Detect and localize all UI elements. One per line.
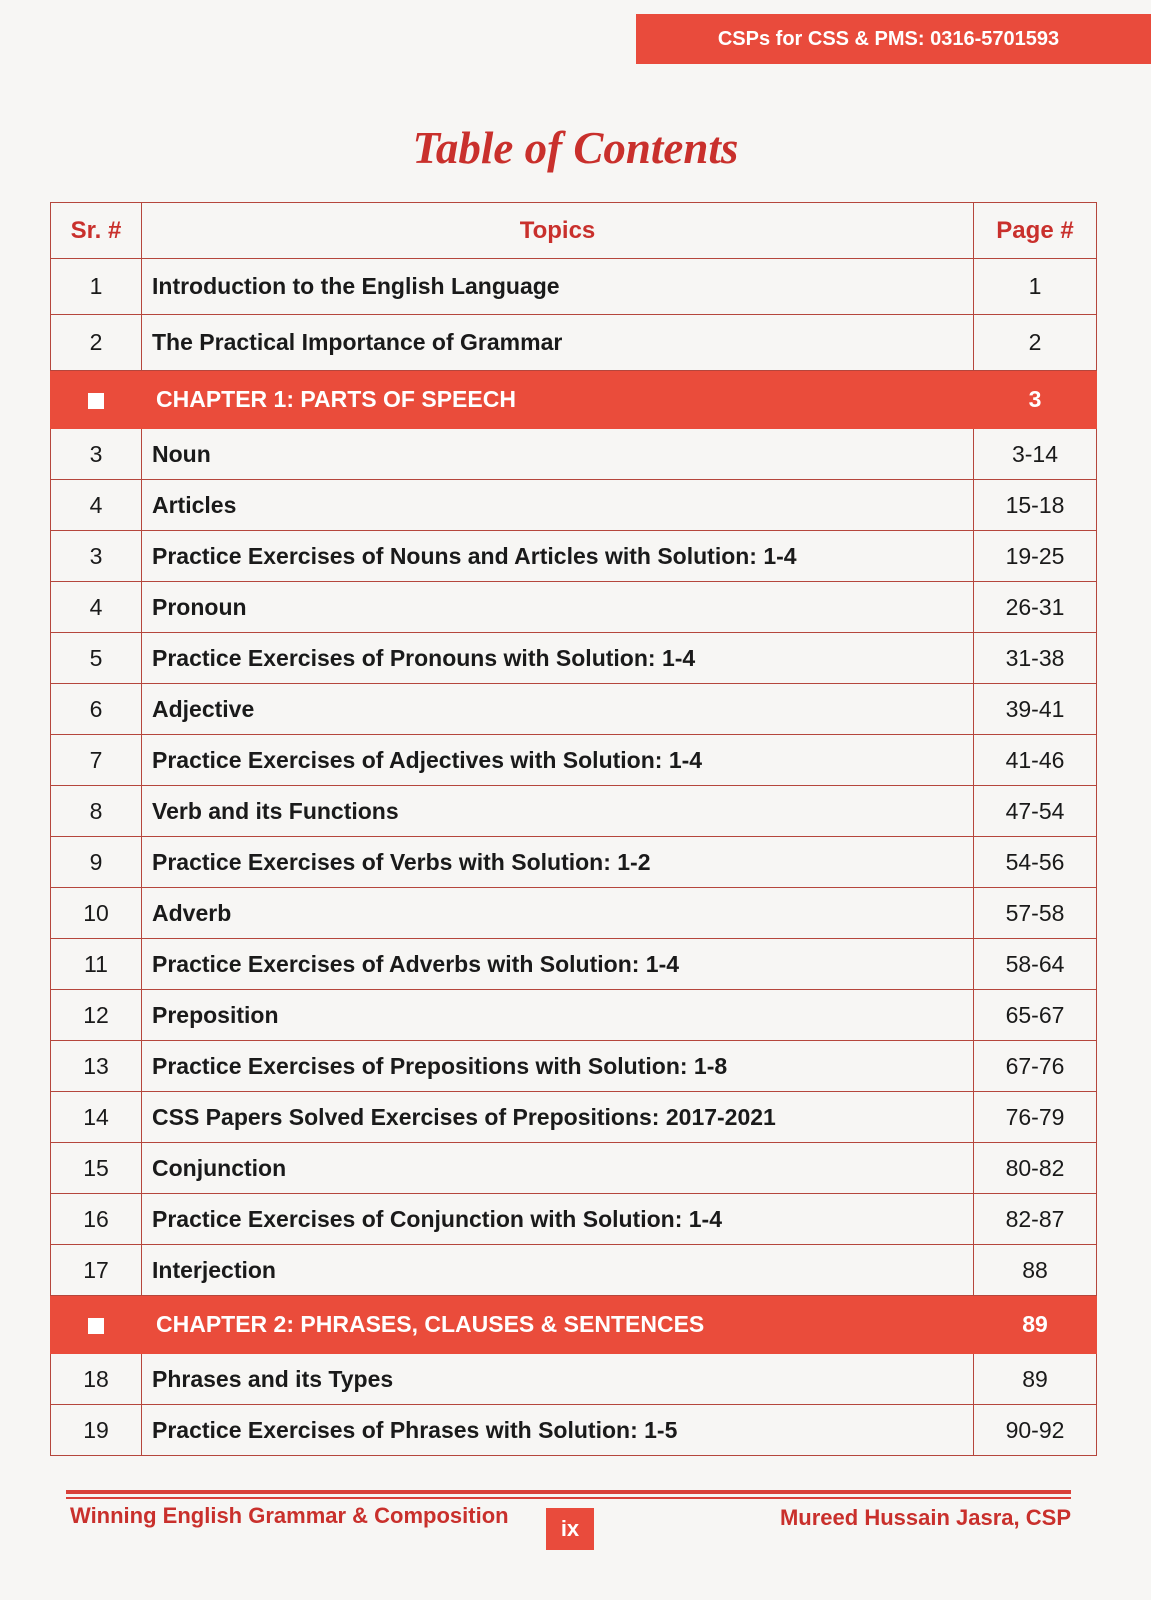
row-serial-number: 13 [51,1041,142,1092]
table-row [51,990,1097,1041]
table-row [51,582,1097,633]
row-serial-number: 14 [51,1092,142,1143]
table-row [51,786,1097,837]
table-header-row [51,203,1097,259]
row-topic: Preposition [142,990,974,1041]
row-topic: Practice Exercises of Adverbs with Solution: 1-4 [142,939,974,990]
chapter-title: CHAPTER 1: PARTS OF SPEECH [142,371,974,429]
row-serial-number: 15 [51,1143,142,1194]
table-row [51,1245,1097,1296]
row-topic: Practice Exercises of Conjunction with Solution: 1-4 [142,1194,974,1245]
row-serial-number: 6 [51,684,142,735]
row-topic: Verb and its Functions [142,786,974,837]
table-row [51,480,1097,531]
row-page: 89 [974,1354,1097,1405]
row-page: 39-41 [974,684,1097,735]
row-page: 2 [974,315,1097,371]
table-row [51,837,1097,888]
row-page: 41-46 [974,735,1097,786]
row-serial-number: 3 [51,429,142,480]
table-row [51,531,1097,582]
table-row [51,1143,1097,1194]
row-topic: Adverb [142,888,974,939]
row-page: 54-56 [974,837,1097,888]
row-topic: CSS Papers Solved Exercises of Prepositions: 2017-2021 [142,1092,974,1143]
chapter-row [51,371,1097,429]
square-bullet-icon [88,393,104,409]
row-page: 76-79 [974,1092,1097,1143]
table-row [51,888,1097,939]
row-topic: Conjunction [142,1143,974,1194]
row-serial-number: 19 [51,1405,142,1456]
table-row [51,429,1097,480]
contents-table-body [51,259,1097,1456]
table-row [51,1354,1097,1405]
row-page: 3-14 [974,429,1097,480]
table-row [51,633,1097,684]
row-topic: Introduction to the English Language [142,259,974,315]
column-header-page: Page # [974,203,1097,259]
table-row [51,1041,1097,1092]
table-row [51,1092,1097,1143]
row-page: 19-25 [974,531,1097,582]
row-topic: The Practical Importance of Grammar [142,315,974,371]
row-topic: Practice Exercises of Pronouns with Solution: 1-4 [142,633,974,684]
row-page: 65-67 [974,990,1097,1041]
row-topic: Pronoun [142,582,974,633]
row-page: 15-18 [974,480,1097,531]
row-page: 80-82 [974,1143,1097,1194]
row-page: 67-76 [974,1041,1097,1092]
chapter-page: 3 [974,371,1097,429]
column-header-sr: Sr. # [51,203,142,259]
chapter-marker [51,371,142,429]
row-topic: Noun [142,429,974,480]
chapter-title: CHAPTER 2: PHRASES, CLAUSES & SENTENCES [142,1296,974,1354]
row-serial-number: 11 [51,939,142,990]
chapter-page: 89 [974,1296,1097,1354]
column-header-topics: Topics [142,203,974,259]
footer-author: Mureed Hussain Jasra, CSP [779,1505,1071,1530]
row-serial-number: 18 [51,1354,142,1405]
table-row [51,1405,1097,1456]
row-page: 1 [974,259,1097,315]
row-serial-number: 4 [51,480,142,531]
row-page: 82-87 [974,1194,1097,1245]
chapter-marker [51,1296,142,1354]
row-page: 31-38 [974,633,1097,684]
row-topic: Practice Exercises of Phrases with Solution: 1-5 [142,1405,974,1456]
row-page: 47-54 [974,786,1097,837]
contact-banner: CSPs for CSS & PMS: 0316-5701593 [636,14,1151,64]
table-row [51,735,1097,786]
row-page: 90-92 [974,1405,1097,1456]
row-topic: Practice Exercises of Nouns and Articles with Solution: 1-4 [142,531,974,582]
row-topic: Adjective [142,684,974,735]
row-page: 58-64 [974,939,1097,990]
row-serial-number: 8 [51,786,142,837]
row-topic: Practice Exercises of Adjectives with Solution: 1-4 [142,735,974,786]
row-serial-number: 17 [51,1245,142,1296]
row-page: 88 [974,1245,1097,1296]
page-title: Table of Contents [412,123,739,173]
table-row [51,684,1097,735]
row-topic: Interjection [142,1245,974,1296]
row-serial-number: 9 [51,837,142,888]
row-serial-number: 4 [51,582,142,633]
square-bullet-icon [88,1318,104,1334]
row-topic: Practice Exercises of Verbs with Solution: 1-2 [142,837,974,888]
table-row [51,315,1097,371]
row-serial-number: 1 [51,259,142,315]
row-topic: Articles [142,480,974,531]
row-serial-number: 3 [51,531,142,582]
row-page: 26-31 [974,582,1097,633]
row-serial-number: 10 [51,888,142,939]
footer-book-title: Winning English Grammar & Composition [70,1503,509,1528]
row-serial-number: 2 [51,315,142,371]
table-row [51,1194,1097,1245]
chapter-row [51,1296,1097,1354]
table-row [51,939,1097,990]
footer-rule [66,1490,1071,1494]
row-serial-number: 16 [51,1194,142,1245]
row-serial-number: 5 [51,633,142,684]
footer-page-number: ix [546,1508,594,1550]
contents-table [50,202,1097,1456]
footer-rule-thin [66,1497,1071,1499]
row-serial-number: 12 [51,990,142,1041]
table-row [51,259,1097,315]
row-page: 57-58 [974,888,1097,939]
row-topic: Practice Exercises of Prepositions with Solution: 1-8 [142,1041,974,1092]
row-topic: Phrases and its Types [142,1354,974,1405]
row-serial-number: 7 [51,735,142,786]
